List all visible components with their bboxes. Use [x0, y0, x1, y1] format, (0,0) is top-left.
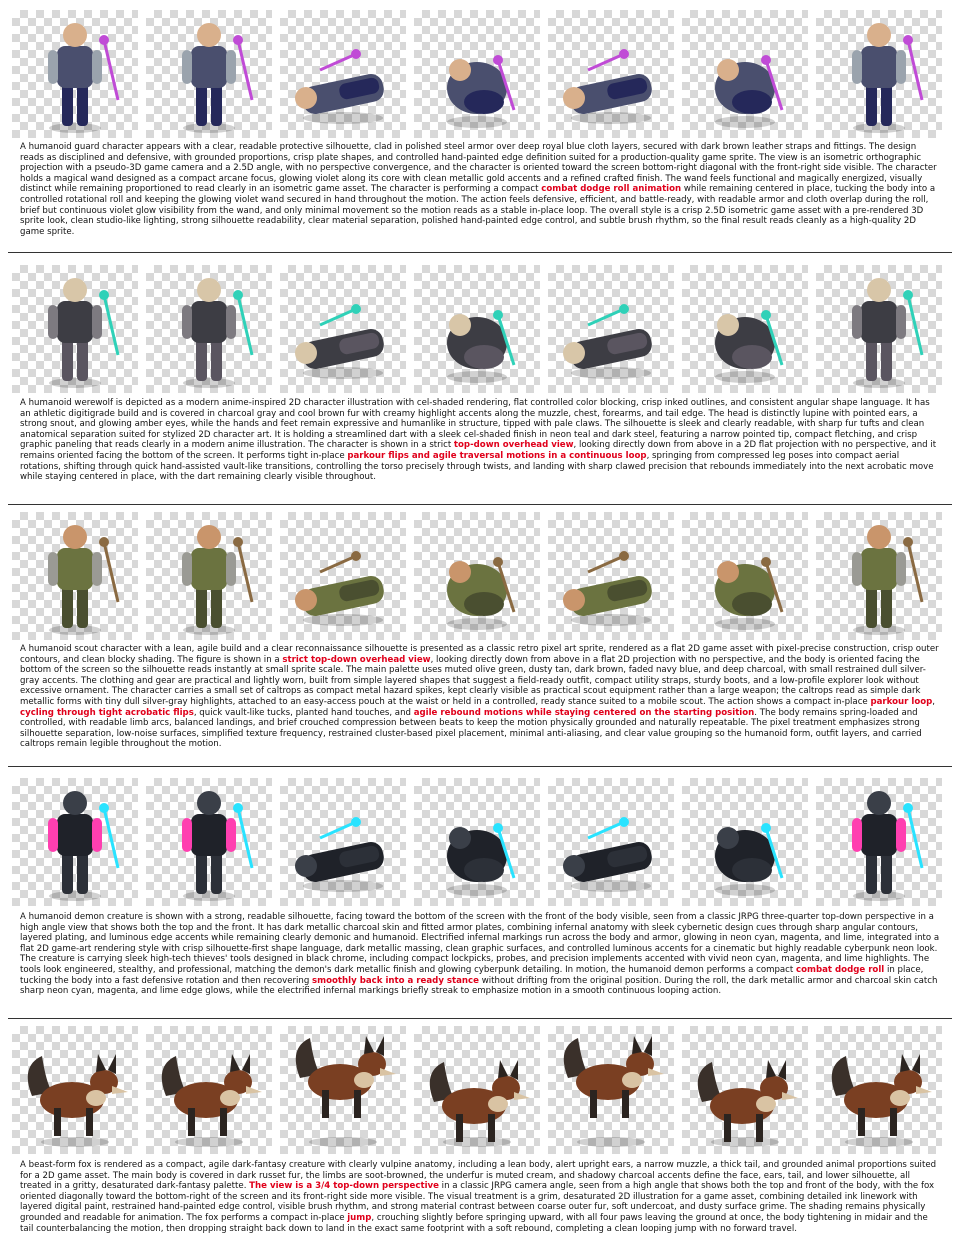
caption-text: A humanoid werewolf is depicted as a modern anime-inspired 2D character illustration with cel-shaded rendering, flat controlled color blocking, crisp inked outlines, and consistent angular shape language. It has an athletic digitigrade build and is covered in charcoal gray and cool brown fur with creamy highlight accents along the muzzle, chest, forearms, and tail edge. The head is distinctly lupine with pointed ears, a strong snout, and glowing amber eyes, while the hands and feet remain expressive and humanlike in structure, tipped with pale claws. The silhouette is sleek and clearly readable, with sharp fur tufts and clean anatomical separation suited for stylized 2D character art. It is holding a streamlined dart with a sleek cel-shaded finish in neon teal and dark steel, featuring a narrow pointed tip, compact fletching, and crisp graphic paneling that reads clearly in a modern anime illustration. The character is shown in a strict — [20, 398, 930, 451]
sprite-figure — [682, 778, 808, 906]
sprite-figure — [146, 10, 272, 138]
caption-highlight: top-down overhead view — [453, 440, 574, 451]
sprite-figure — [12, 778, 138, 906]
sprite-figure — [682, 10, 808, 138]
divider — [8, 766, 952, 767]
sprite-figure — [548, 1026, 674, 1154]
sprite-frame — [146, 778, 272, 906]
caption-text: . The body remains spring-loaded and controlled, with readable limb arcs, balanced landings, and brief crouched compression between beats to keep the motion physically grounded and naturally repeatable. The pixel treatment emphasizes strong silhouette separation, low-noise surfaces, simplified texture frequency, restrained cluster-based pixel placement, minimal anti-aliasing, and clear value grouping so the humanoid form, outfit layers, and carried caltrops remain legible throughout the motion. — [20, 707, 922, 750]
sprite-figure — [682, 1026, 808, 1154]
caption-highlight: The view is a 3/4 top-down perspective — [249, 1181, 439, 1192]
sprite-frame — [414, 10, 540, 138]
sprite-frame — [816, 1026, 942, 1154]
sprite-figure — [146, 778, 272, 906]
caption-highlight: cycling through tight acrobatic flips — [20, 707, 194, 718]
sprite-frame — [816, 265, 942, 393]
caption-text: A humanoid scout character with a lean, agile build and a clear reconnaissance silhouette is presented as a classic retro pixel art sprite, rendered as a flat 2D game asset with pixel-precise construction, crisp outer contours, and clean blocky shading. The figure is shown in a — [20, 644, 939, 665]
sprite-figure — [146, 512, 272, 640]
sprite-frame — [548, 265, 674, 393]
caption-highlight: combat dodge roll animation — [541, 184, 682, 195]
frame-strip — [12, 778, 942, 906]
divider — [8, 252, 952, 253]
caption-text: , — [932, 696, 936, 707]
sprite-figure — [548, 10, 674, 138]
caption-highlight: strict top-down overhead view — [282, 654, 431, 665]
sprite-frame — [816, 512, 942, 640]
sprite-figure — [414, 265, 540, 393]
sprite-frame — [146, 512, 272, 640]
sprite-figure — [12, 10, 138, 138]
sprite-figure — [414, 778, 540, 906]
divider — [8, 504, 952, 505]
sprite-frame — [146, 1026, 272, 1154]
sprite-figure — [548, 265, 674, 393]
sprite-frame — [682, 1026, 808, 1154]
sprite-frame — [280, 1026, 406, 1154]
sprite-frame — [12, 778, 138, 906]
sprite-figure — [414, 10, 540, 138]
sprite-frame — [414, 512, 540, 640]
caption-text: , quick vault-like tucks, planted hand touches, and — [193, 707, 414, 718]
caption — [20, 644, 940, 750]
caption-text: , springing from compressed leg poses into compact aerial rotations, shifting through quick hand-assisted vault-like transitions, controlling the torso precisely through twists, and landing with sharp clawed precision that rebounds immediately into the next acrobatic move while staying centered in place, with the dart remaining clearly visible throughout. — [20, 450, 934, 483]
frame-strip — [12, 512, 942, 640]
caption-highlight: parkour flips and agile traversal motions in a continuous loop — [347, 450, 647, 461]
sprite-figure — [414, 512, 540, 640]
sprite-figure — [682, 512, 808, 640]
sprite-frame — [280, 778, 406, 906]
sprite-frame — [414, 265, 540, 393]
sprite-frame — [414, 1026, 540, 1154]
sprite-figure — [12, 512, 138, 640]
sprite-figure — [816, 10, 942, 138]
caption-highlight: smoothly back into a ready stance — [312, 975, 479, 986]
caption-text: , looking directly down from above in a 2D flat projection with no perspective, and it remains oriented facing the bottom of the screen. It performs tight in-place — [20, 440, 937, 461]
divider — [8, 1018, 952, 1019]
sprite-frame — [548, 10, 674, 138]
sprite-figure — [12, 1026, 138, 1154]
sprite-figure — [280, 1026, 406, 1154]
sprite-figure — [548, 778, 674, 906]
sprite-frame — [682, 778, 808, 906]
sprite-frame — [12, 265, 138, 393]
caption — [20, 912, 940, 997]
sprite-figure — [146, 265, 272, 393]
sprite-figure — [280, 10, 406, 138]
caption-text: in place, tucking the body into a fast defensive rotation and then recovering — [20, 964, 924, 986]
sprite-frame — [548, 512, 674, 640]
sprite-figure — [280, 512, 406, 640]
sprite-figure — [280, 778, 406, 906]
sprite-frame — [12, 10, 138, 138]
sprite-frame — [280, 265, 406, 393]
sprite-figure — [414, 1026, 540, 1154]
sprite-figure — [816, 1026, 942, 1154]
frame-strip — [12, 10, 942, 138]
sprite-frame — [816, 10, 942, 138]
sprite-figure — [816, 778, 942, 906]
sprite-figure — [548, 512, 674, 640]
caption — [20, 1160, 940, 1234]
sprite-frame — [682, 512, 808, 640]
sprite-frame — [12, 512, 138, 640]
frame-strip — [12, 1026, 942, 1154]
sprite-figure — [682, 265, 808, 393]
sprite-figure — [12, 265, 138, 393]
sprite-figure — [146, 1026, 272, 1154]
sprite-frame — [146, 265, 272, 393]
sprite-frame — [548, 778, 674, 906]
sprite-figure — [816, 512, 942, 640]
caption-text: , crouching slightly before springing upward, with all four paws leaving the ground at once, the body tightening in midair and the tail counterbalancing the motion, then dropping straight back down to land in the exact same footprint with a soft rebound, completing a clean looping jump with no forward travel. — [20, 1212, 928, 1234]
sprite-figure — [280, 265, 406, 393]
caption — [20, 142, 940, 237]
caption-text: , looking directly down from above in a flat 2D projection with no perspective, and the body is oriented facing the bottom of the screen so the silhouette reads instantly at small sprite scale. The main palette uses muted olive green, dusty tan, dark brown, faded navy blue, and deep charcoal, with small restrained dull silver-gray accents. The clothing and gear are practical and lightly worn, built from simple layered shapes that suggest a field-ready outfit, compact utility straps, sturdy boots, and a low-profile explorer look without excessive ornament. The character carries a small set of caltrops as compact metal hazard spikes, kept clearly visible as practical scout equipment rather than a large weapon; the caltrops read as simple dark metallic forms with tiny dull silver-gray highlights, attached to an easy-access pouch at the waist or held in a controlled, ready stance suited to a mobile scout. The action shows a compact in-place — [20, 654, 926, 707]
sprite-frame — [682, 265, 808, 393]
caption-highlight: jump — [347, 1212, 372, 1223]
sprite-frame — [280, 512, 406, 640]
caption-highlight: parkour loop — [870, 696, 933, 707]
caption-highlight: agile rebound motions while staying centered on the starting position — [413, 707, 755, 718]
sprite-frame — [12, 1026, 138, 1154]
caption-text: while remaining centered in place, tucking the body into a controlled rotational roll and keeping the glowing violet wand secured in hand throughout the motion. The action feels defensive, efficient, and battle-ready, with readable armor and cloth overlap during the roll, brief but continuous violet glow visibility from the wand, and only minimal movement so the motion reads as a stable in-place loop. The overall style is a crisp 2.5D isometric game asset with a pre-rendered 3D sprite look, clean studio-like lighting, strong silhouette readability, clear material separation, polished hand-painted edge control, and subtle brush rhythm, so the final result reads cleanly as a high-quality 2D game sprite. — [20, 184, 936, 237]
caption-text: A humanoid guard character appears with a clear, readable protective silhouette, clad in polished steel armor over deep royal blue cloth layers, secured with dark brown leather straps and fittings. The design reads as disciplined and defensive, with grounded proportions, crisp plate shapes, and controlled hand-painted edge definition suited for a production-quality game sprite. The view is an isometric orthographic projection with a pseudo-3D game camera and a 2.5D angle, with no perspective convergence, and the character is oriented toward the screen bottom-right diagonal with the front-right side visible. The character holds a magical wand designed as a compact arcane focus, glowing violet along its core with clean metallic gold accents and a refined crafted finish. The wand feels functional and magically energized, visually distinct while remaining proportioned to read clearly in an isometric game asset. The character is performing a compact — [20, 142, 937, 195]
sprite-frame — [548, 1026, 674, 1154]
caption-text: without drifting from the original position. During the roll, the dark metallic armor and charcoal skin catch sharp neon cyan, magenta, and lime edge glows, while the electrified infernal markings briefly streak to emphasize motion in a smooth continuous looping action. — [20, 975, 938, 997]
sprite-frame — [146, 10, 272, 138]
caption-text: A beast-form fox is rendered as a compact, agile dark-fantasy creature with clearly vulpine anatomy, including a lean body, alert upright ears, a narrow muzzle, a thick tail, and grounded animal proportions suited for a 2D game asset. The main body is covered in dark russet fur, the limbs are soot-browned, the underfur is muted cream, and shadowy charcoal accents define the face, ears, tail, and lower silhouette, all treated in a gritty, desaturated dark-fantasy palette. — [20, 1160, 937, 1192]
sprite-frame — [280, 10, 406, 138]
caption — [20, 398, 940, 483]
frame-strip — [12, 265, 942, 393]
caption-text: A humanoid demon creature is shown with a strong, readable silhouette, facing toward the bottom of the screen with the front of the body visible, seen from a classic JRPG three-quarter top-down perspective in a high angle view that shows both the top and the front. It has dark metallic charcoal skin and fitted armor plates, combining infernal anatomy with sleek cybernetic design cues through sharp angular contours, layered plating, and luminous edge accents while remaining clearly demonic and humanoid. Electrified infernal markings run across the body and armor, glowing in neon cyan, magenta, and lime, integrated into a flat 2D game-art rendering style with crisp silhouette-first shape language, dark metallic massing, clean graphic surfaces, and controlled luminous accents for a cinematic but highly readable cyberpunk neon look. The creature is carrying sleek high-tech thieves' tools designed in black chrome, including compact lockpicks, probes, and precision implements accented with vivid neon cyan, magenta, and lime highlights. The tools look engineered, stealthy, and professional, matching the demon's dark metallic finish and glowing cyberpunk detailing. In motion, the humanoid demon performs a compact — [20, 912, 940, 975]
caption-text: in a classic JRPG camera angle, seen from a high angle that shows both the top and front of the body, with the fox oriented diagonally toward the bottom-right of the screen and its front-right side more visible. The visual treatment is a grim, desaturated 2D illustration for a game asset, combining detailed ink linework with layered digital paint, restrained hand-painted edge control, visible brush rhythm, and strong material contrast between coarse outer fur, soft undercoat, and dusty surface grime. The shading remains physically grounded and readable for animation. The fox performs a compact in-place — [20, 1181, 935, 1223]
sprite-frame — [682, 10, 808, 138]
sprite-frame — [816, 778, 942, 906]
sprite-figure — [816, 265, 942, 393]
sprite-frame — [414, 778, 540, 906]
caption-highlight: combat dodge roll — [796, 964, 885, 975]
